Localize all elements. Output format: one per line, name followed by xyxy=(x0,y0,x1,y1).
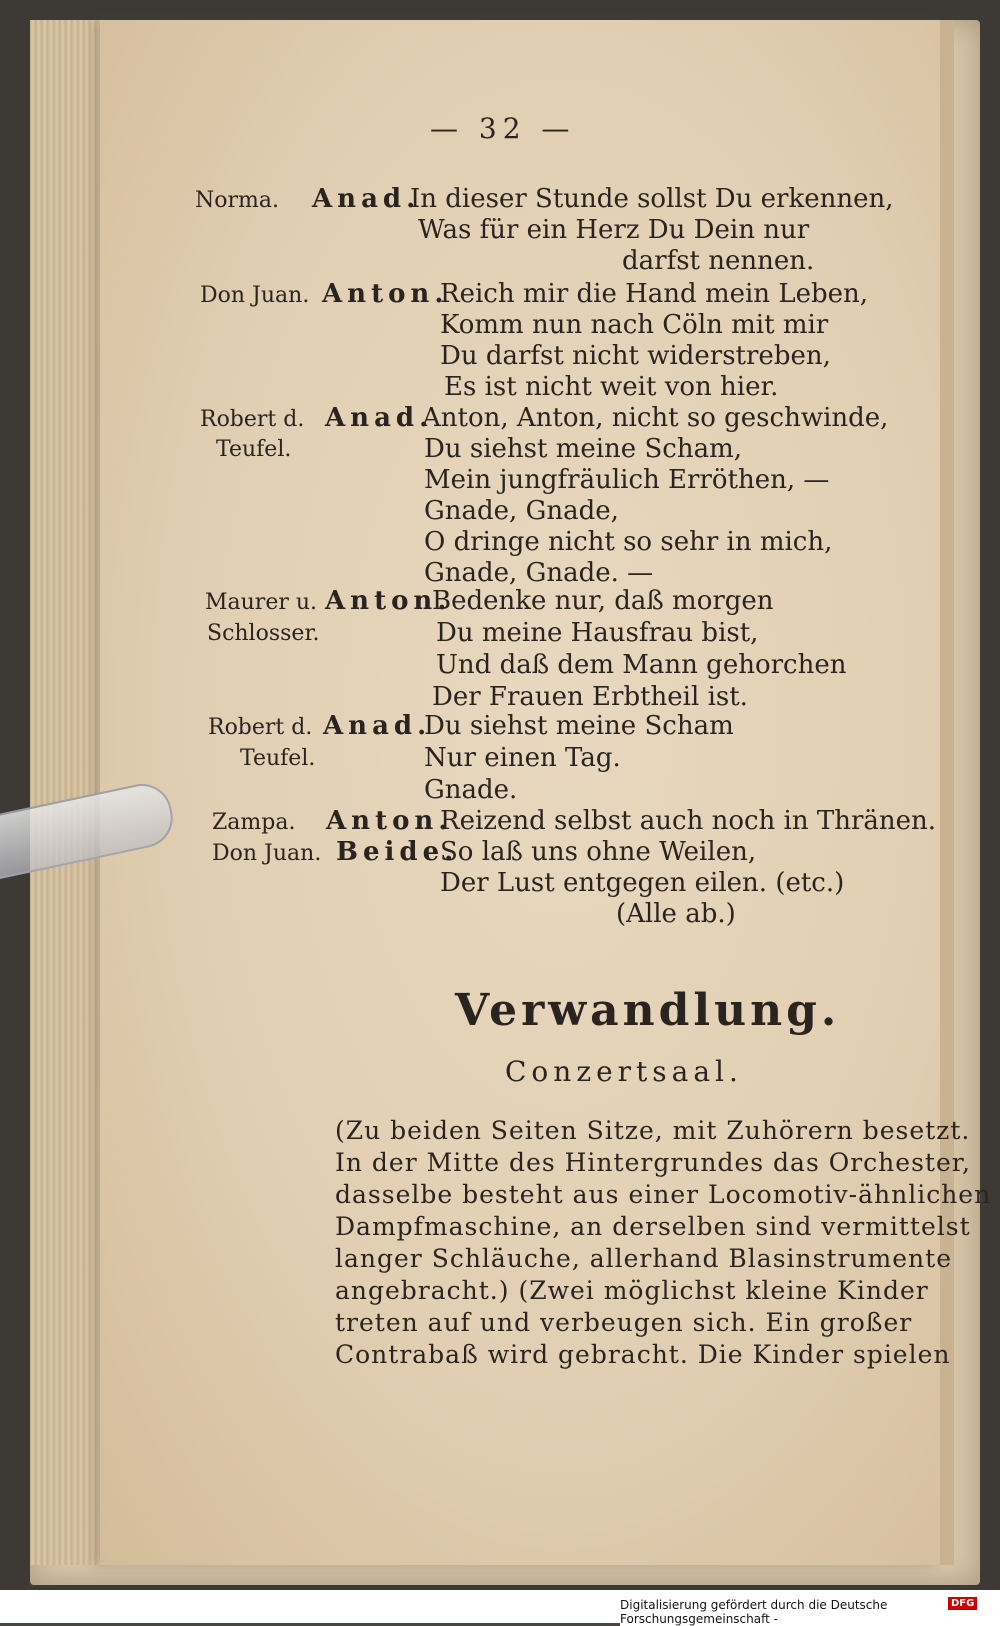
stage-direction-line: angebracht.) (Zwei möglichst kleine Kinder xyxy=(335,1276,929,1305)
verse-line: Du meine Hausfrau bist, xyxy=(436,618,759,648)
verse-line: Reizend selbst auch noch in Thränen. xyxy=(440,806,937,836)
page-edges xyxy=(30,20,100,1565)
stage-direction: (Alle ab.) xyxy=(616,899,736,929)
stage-direction-line: treten auf und verbeugen sich. Ein großer xyxy=(335,1308,913,1337)
speaker-name: Norma. xyxy=(195,188,279,213)
verse-line: Gnade. xyxy=(424,775,518,805)
speaker-name-cont: Teufel. xyxy=(216,437,292,462)
speaker-name: Robert d. xyxy=(208,715,313,740)
stage-direction-line: langer Schläuche, allerhand Blasinstrumente xyxy=(335,1244,952,1273)
verse-line: darfst nennen. xyxy=(622,246,815,276)
role-label: Anad. xyxy=(325,403,434,433)
stage-direction-line: In der Mitte des Hintergrundes das Orchester, xyxy=(335,1148,971,1177)
speaker-name: Don Juan. xyxy=(212,841,322,866)
scene-heading: Verwandlung. xyxy=(455,985,841,1036)
page-number: — 32 — xyxy=(430,112,576,145)
verse-line: Du siehst meine Scham, xyxy=(424,434,742,464)
role-label: Anad. xyxy=(323,711,432,741)
verse-line: Bedenke nur, daß morgen xyxy=(432,586,774,616)
verse-line: Komm nun nach Cöln mit mir xyxy=(440,310,829,340)
verse-line: Der Lust entgegen eilen. (etc.) xyxy=(440,868,845,898)
role-label: Anton. xyxy=(322,279,449,309)
verse-line: In dieser Stunde sollst Du erkennen, xyxy=(410,184,894,214)
speaker-name-cont: Schlosser. xyxy=(207,621,320,646)
verse-line: Was für ein Herz Du Dein nur xyxy=(418,215,810,245)
verse-line: Gnade, Gnade, xyxy=(424,496,619,526)
dfg-logo: DFG xyxy=(948,1597,977,1610)
scene-location: Conzertsaal. xyxy=(505,1055,743,1088)
role-label: Anton. xyxy=(325,586,452,616)
role-label: Beide. xyxy=(336,837,459,867)
verse-line: Anton, Anton, nicht so geschwinde, xyxy=(422,403,889,433)
verse-line: Und daß dem Mann gehorchen xyxy=(436,650,847,680)
speaker-name: Robert d. xyxy=(200,407,305,432)
stage-direction-line: Dampfmaschine, an derselben sind vermittelst xyxy=(335,1212,971,1241)
verse-line: Nur einen Tag. xyxy=(424,743,621,773)
verse-line: Du darfst nicht widerstreben, xyxy=(440,341,831,371)
verse-line: Reich mir die Hand mein Leben, xyxy=(440,279,869,309)
verse-line: O dringe nicht so sehr in mich, xyxy=(424,527,833,557)
speaker-name: Maurer u. xyxy=(205,590,318,615)
verse-line: Mein jungfräulich Erröthen, — xyxy=(424,465,830,495)
speaker-name-cont: Teufel. xyxy=(240,746,316,771)
stage-direction-line: (Zu beiden Seiten Sitze, mit Zuhörern besetzt. xyxy=(335,1116,971,1145)
verse-line: So laß uns ohne Weilen, xyxy=(440,837,757,867)
page-right-edge xyxy=(940,20,954,1565)
role-label: Anad. xyxy=(312,184,421,214)
stage-direction-line: dasselbe besteht aus einer Locomotiv-ähnlichen xyxy=(335,1180,992,1209)
speaker-name: Zampa. xyxy=(212,810,296,835)
verse-line: Es ist nicht weit von hier. xyxy=(444,372,779,402)
footer-credit: Digitalisierung gefördert durch die Deutsche Forschungsgemeinschaft - xyxy=(620,1598,1000,1626)
verse-line: Der Frauen Erbtheil ist. xyxy=(432,682,748,712)
speaker-name: Don Juan. xyxy=(200,283,310,308)
verse-line: Du siehst meine Scham xyxy=(424,711,734,741)
verse-line: Gnade, Gnade. — xyxy=(424,558,654,588)
role-label: Anton. xyxy=(326,806,453,836)
stage-direction-line: Contrabaß wird gebracht. Die Kinder spielen xyxy=(335,1340,951,1369)
